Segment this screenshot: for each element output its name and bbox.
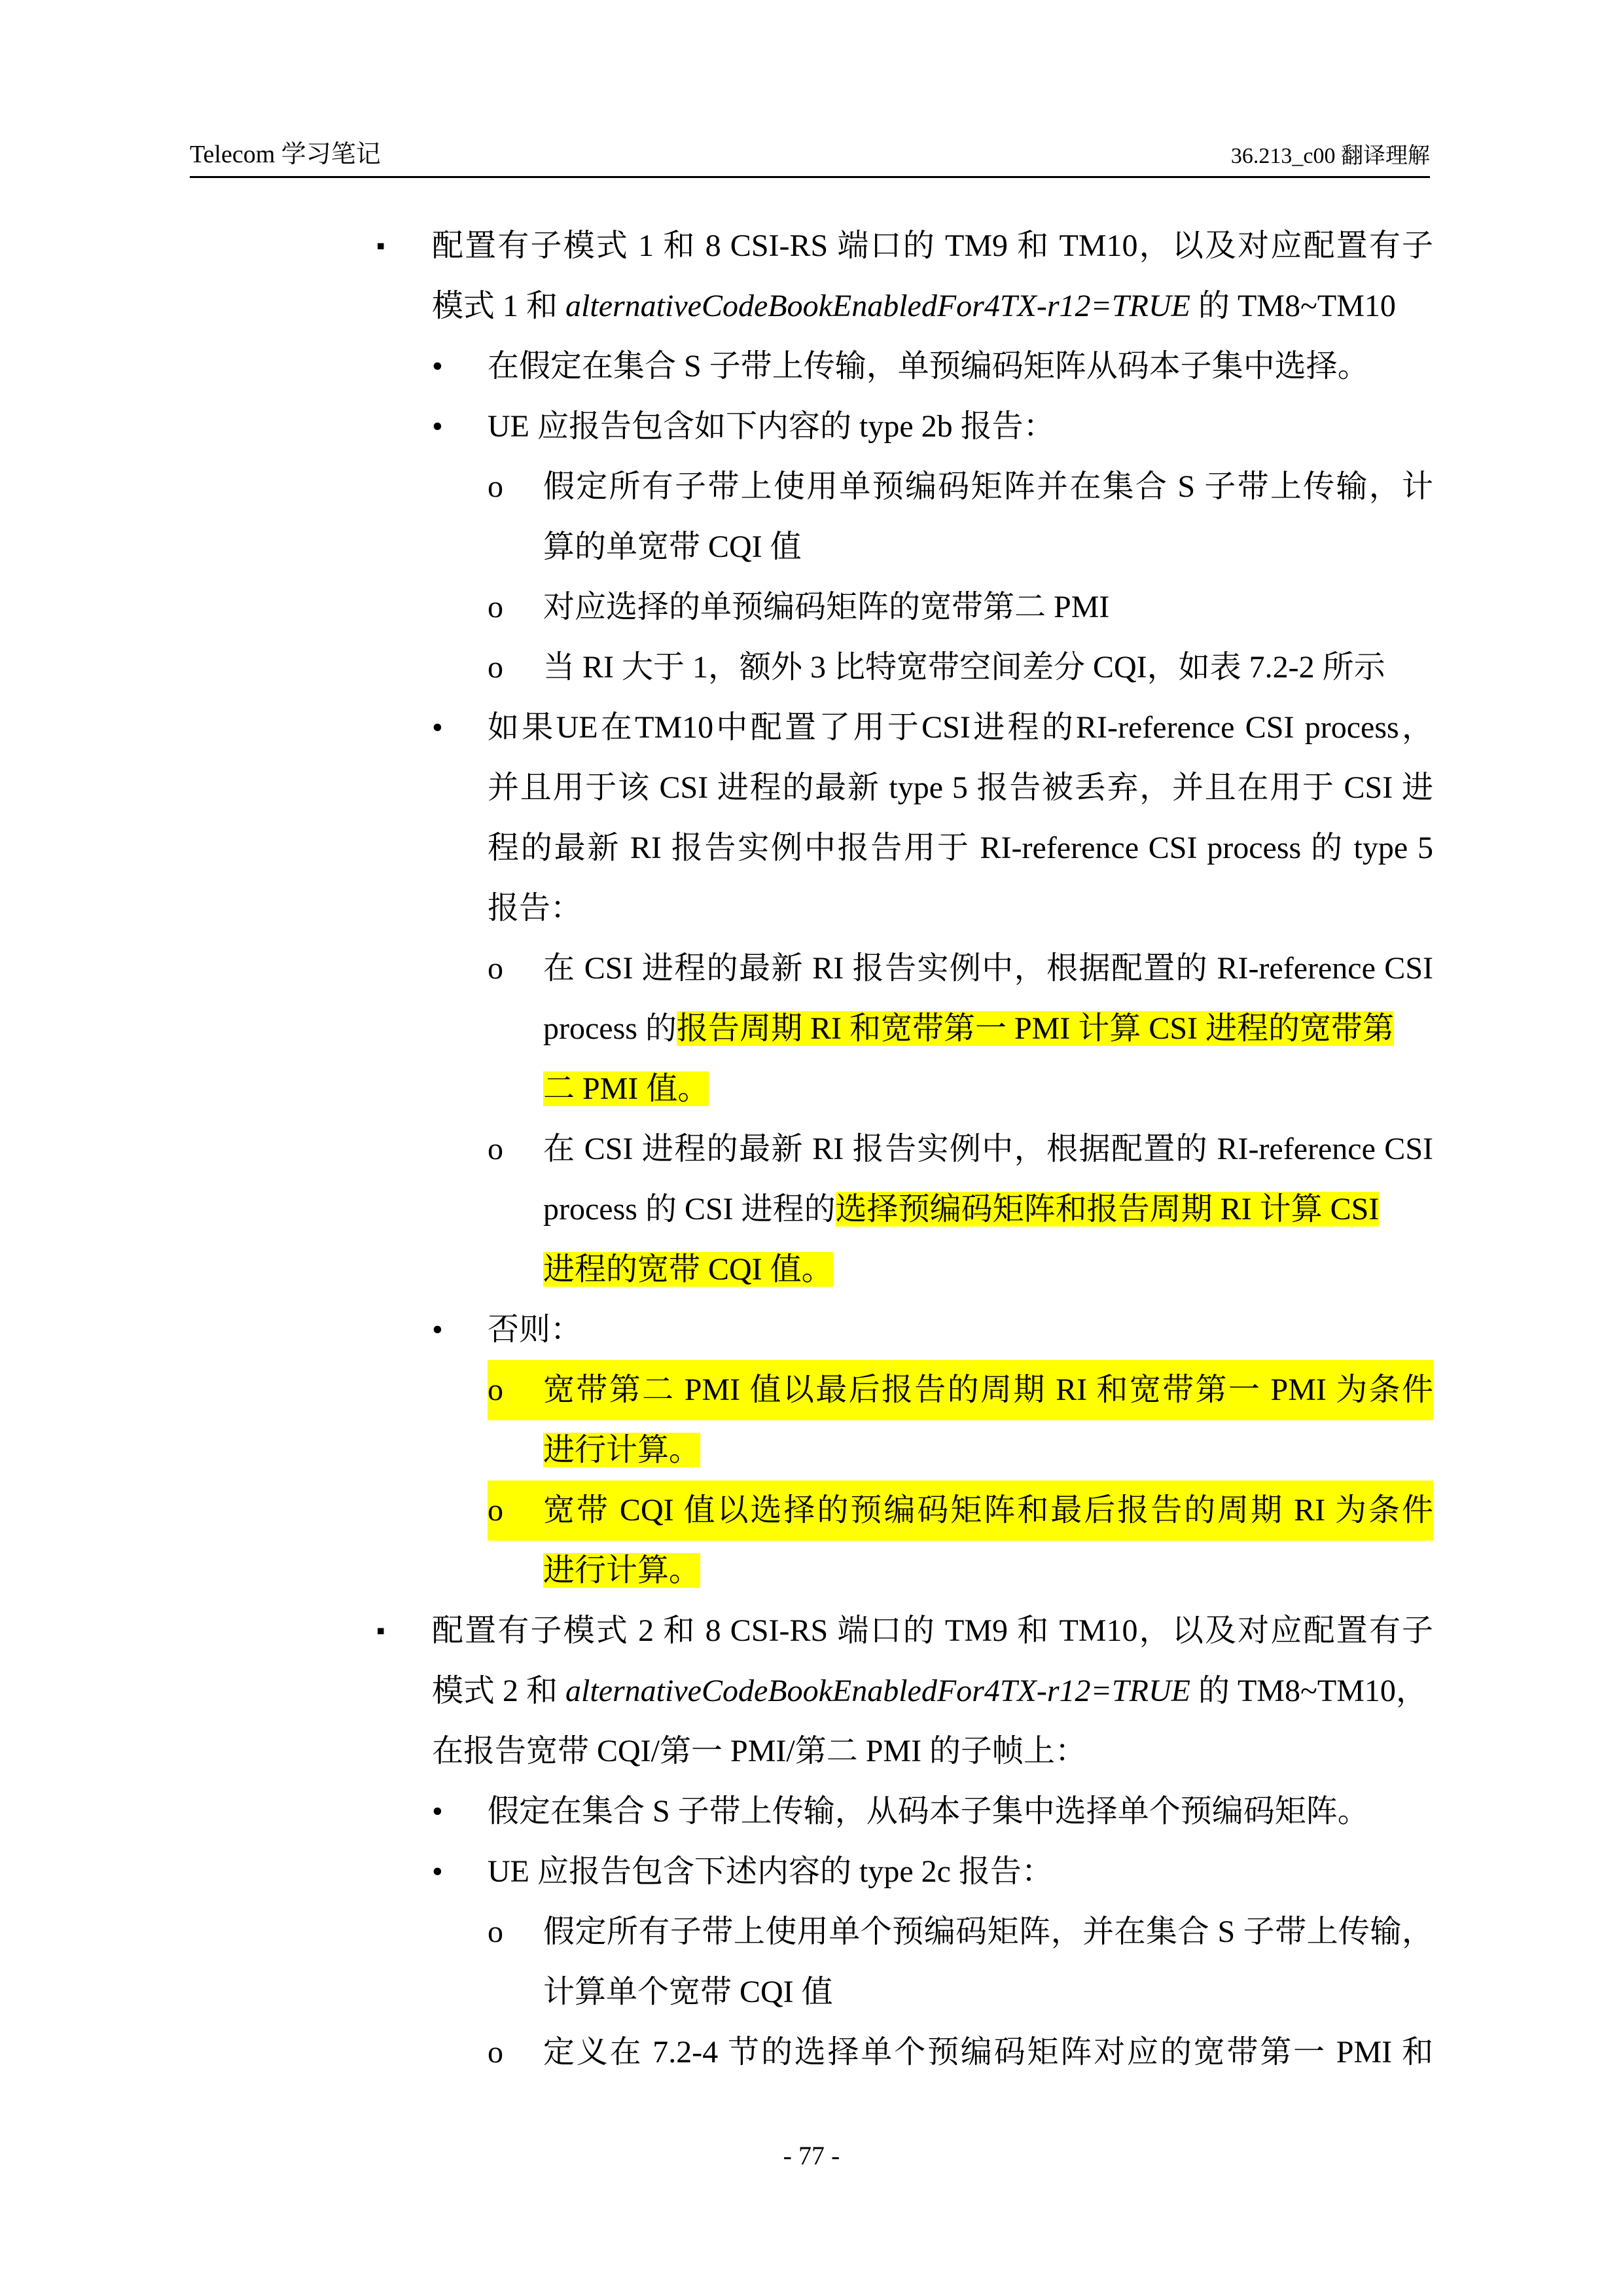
- section1-line1: 配置有子模式 1 和 8 CSI-RS 端口的 TM9 和 TM10，以及对应配置有子: [432, 228, 1433, 263]
- square-bullet-icon: ▪: [376, 232, 385, 260]
- s1-b3-sub1-line3: [543, 1059, 709, 1119]
- header-right-title: 36.213_c00 翻译理解: [1230, 144, 1430, 168]
- circle-bullet-icon: o: [488, 650, 503, 685]
- s1-bullet2-text: UE 应报告包含如下内容的 type 2b 报告：: [488, 409, 1055, 444]
- circle-bullet-icon: o: [488, 951, 503, 986]
- dot-bullet-icon: •: [432, 1854, 443, 1889]
- section1-line2: 模式 1 和 alternativeCodeBookEnabledFor4TX-r12=TRUE 的 TM8~TM10: [432, 289, 1396, 323]
- circle-bullet-icon: o: [488, 590, 503, 624]
- page-number: - 77 -: [783, 2141, 840, 2170]
- s1-bullet3-line2: 并且用于该 CSI 进程的最新 type 5 报告被丢弃，并且在用于 CSI 进: [488, 770, 1433, 805]
- highlighted-text: 选择预编码矩阵和报告周期 RI 计算 CSI: [835, 1192, 1380, 1227]
- s1-b3-sub1-line2: process 的报告周期 RI 和宽带第一 PMI 计算 CSI 进程的宽带第: [543, 1011, 1395, 1046]
- circle-bullet-icon: o: [488, 469, 503, 504]
- s1-b2-sub2: 对应选择的单预编码矩阵的宽带第二 PMI: [543, 590, 1110, 624]
- dot-bullet-icon: •: [432, 409, 443, 444]
- s1-b4-sub1-line1: 宽带第二 PMI 值以最后报告的周期 RI 和宽带第一 PMI 为条件: [543, 1360, 1433, 1420]
- s1-bullet4-text: 否则：: [488, 1312, 582, 1347]
- section2-line1: 配置有子模式 2 和 8 CSI-RS 端口的 TM9 和 TM10，以及对应配置有子: [432, 1613, 1433, 1648]
- dot-bullet-icon: •: [432, 710, 443, 745]
- dot-bullet-icon: •: [432, 349, 443, 384]
- s2-b2-sub2-line1: 定义在 7.2-4 节的选择单个预编码矩阵对应的宽带第一 PMI 和: [543, 2035, 1433, 2070]
- circle-bullet-icon: o: [488, 1360, 543, 1420]
- s2-bullet1-text: 假定在集合 S 子带上传输，从码本子集中选择单个预编码矩阵。: [488, 1794, 1369, 1829]
- highlighted-text: 二 PMI 值。: [543, 1071, 709, 1106]
- s1-b4-sub2-line1: 宽带 CQI 值以选择的预编码矩阵和最后报告的周期 RI 为条件: [543, 1480, 1433, 1541]
- header-left-title: Telecom 学习笔记: [190, 141, 381, 168]
- section2-line2: 模式 2 和 alternativeCodeBookEnabledFor4TX-r12=TRUE 的 TM8~TM10，: [432, 1674, 1427, 1708]
- dot-bullet-icon: •: [432, 1794, 443, 1829]
- section2-line3: 在报告宽带 CQI/第一 PMI/第二 PMI 的子帧上：: [432, 1734, 1087, 1768]
- highlighted-text: 报告周期 RI 和宽带第一 PMI 计算 CSI 进程的宽带第: [676, 1011, 1395, 1046]
- s1-b3-sub2-line3: [543, 1240, 833, 1300]
- s1-b4-sub1-line2: [543, 1420, 700, 1480]
- s1-b2-sub1-line1: 假定所有子带上使用单预编码矩阵并在集合 S 子带上传输，计: [543, 469, 1433, 504]
- circle-bullet-icon: o: [488, 1914, 503, 1949]
- dot-bullet-icon: •: [432, 1312, 443, 1347]
- s1-b4-sub2-line2: [543, 1541, 700, 1601]
- circle-bullet-icon: o: [488, 2035, 503, 2070]
- square-bullet-icon: ▪: [376, 1617, 385, 1645]
- page-header: [190, 134, 1430, 178]
- circle-bullet-icon: o: [488, 1480, 543, 1541]
- s2-bullet2-text: UE 应报告包含下述内容的 type 2c 报告：: [488, 1854, 1053, 1889]
- s2-b2-sub1-line1: 假定所有子带上使用单个预编码矩阵，并在集合 S 子带上传输，: [543, 1914, 1433, 1949]
- s1-b3-sub1-line1: 在 CSI 进程的最新 RI 报告实例中，根据配置的 RI-reference CSI: [543, 951, 1433, 986]
- s2-b2-sub1-line2: 计算单个宽带 CQI 值: [543, 1975, 833, 2009]
- s1-bullet3-line3: 程的最新 RI 报告实例中报告用于 RI-reference CSI process 的 type 5: [488, 831, 1433, 865]
- s1-bullet3-line4: 报告：: [488, 891, 582, 925]
- highlighted-text: 进程的宽带 CQI 值。: [543, 1252, 833, 1287]
- s1-b3-sub2-line1: 在 CSI 进程的最新 RI 报告实例中，根据配置的 RI-reference CSI: [543, 1132, 1433, 1166]
- circle-bullet-icon: o: [488, 1132, 503, 1166]
- s1-b2-sub1-line2: 算的单宽带 CQI 值: [543, 529, 802, 564]
- s1-b2-sub3: 当 RI 大于 1，额外 3 比特宽带空间差分 CQI，如表 7.2-2 所示: [543, 650, 1385, 685]
- s1-bullet3-line1: 如果UE在TM10中配置了用于CSI进程的RI-reference CSI process，: [488, 710, 1433, 745]
- s1-b3-sub2-line2: process 的 CSI 进程的选择预编码矩阵和报告周期 RI 计算 CSI: [543, 1192, 1380, 1227]
- highlighted-text: 进行计算。: [543, 1433, 701, 1467]
- highlighted-text: 进行计算。: [543, 1553, 701, 1588]
- s1-bullet1-text: 在假定在集合 S 子带上传输，单预编码矩阵从码本子集中选择。: [488, 349, 1369, 384]
